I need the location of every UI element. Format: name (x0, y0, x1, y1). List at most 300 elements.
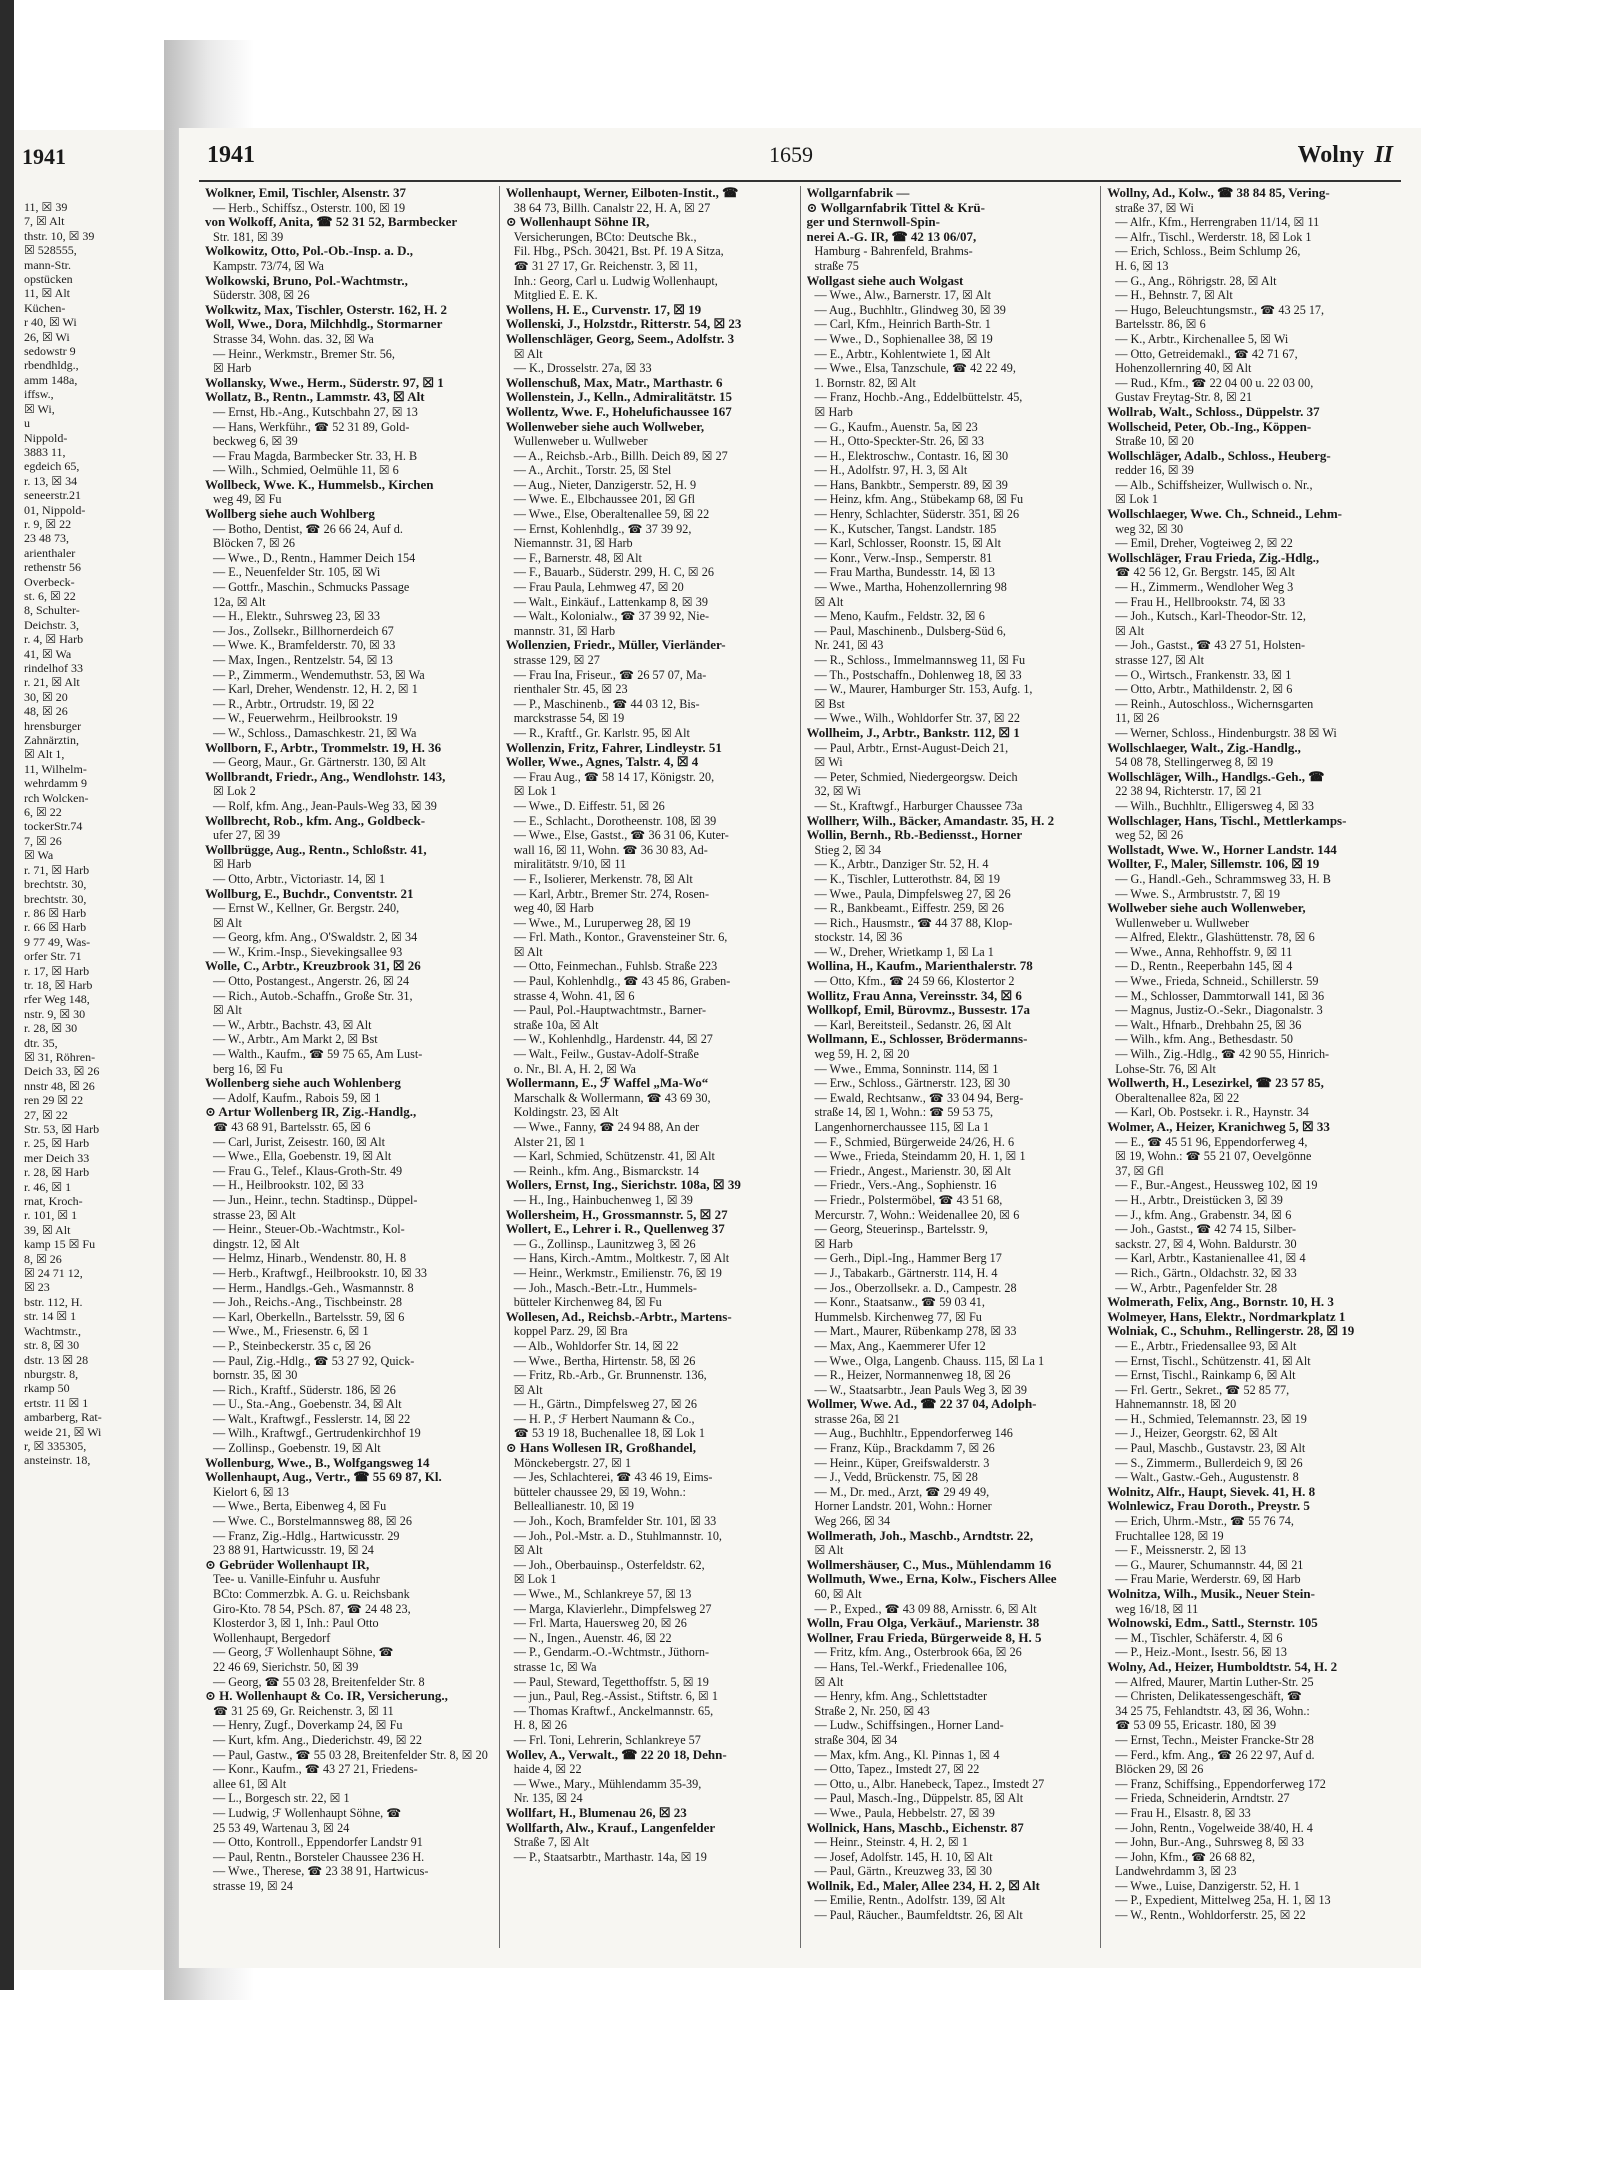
directory-entry: 12a, ☒ Alt (213, 594, 266, 609)
directory-entry: Wollnik, Ed., Maler, Allee 234, H. 2, ☒ Alt (806, 1878, 1040, 1893)
fragment-line: str. 8, ☒ 30 (24, 1338, 80, 1353)
fragment-line: r. 46, ☒ 1 (24, 1179, 72, 1194)
directory-entry: — H., Adolfstr. 97, H. 3, ☒ Alt (814, 463, 968, 478)
directory-entry: — Karl, Arbtr., Kastanienallee 41, ☒ 4 (1115, 1251, 1306, 1266)
fragment-line: ansteinstr. 18, (24, 1453, 91, 1468)
fragment-line: 23 48 73, (24, 531, 69, 546)
directory-entry: — Max, Ang., Kaemmerer Ufer 12 (814, 1338, 986, 1353)
directory-entry: — A., Archit., Torstr. 25, ☒ Stel (513, 463, 672, 478)
directory-entry: dingstr. 12, ☒ Alt (213, 1236, 300, 1251)
directory-entry: bornstr. 35, ☒ 30 (213, 1368, 298, 1383)
fragment-line: r. 9, ☒ 22 (24, 516, 72, 531)
directory-entry: — R., Bankbeamt., Eiffestr. 259, ☒ 26 (814, 901, 1004, 916)
directory-entry: miralitätstr. 9/10, ☒ 11 (513, 857, 627, 872)
fragment-line: ambarberg, Rat- (24, 1410, 102, 1425)
directory-entry: — K., Drosselstr. 27a, ☒ 33 (513, 361, 652, 376)
directory-entry: Wollbeck, Wwe. K., Hummelsb., Kirchen (205, 477, 434, 492)
directory-entry: — Joh., Pol.-Mstr. a. D., Stuhlmannstr. 10, (513, 1528, 722, 1543)
fragment-line: 7, ☒ Alt (24, 214, 65, 229)
column-1 (199, 186, 500, 1948)
directory-entry: — Zollinsp., Goebenstr. 19, ☒ Alt (213, 1441, 381, 1456)
directory-entry: — Herb., Kraftwgf., Heilbrookstr. 10, ☒ 33 (213, 1265, 428, 1280)
directory-entry: — Wwe., Wilh., Wohldorfer Str. 37, ☒ 22 (814, 711, 1020, 726)
fragment-line: egdeich 65, (24, 459, 80, 474)
directory-entry: Versicherungen, BCto: Deutsche Bk., (513, 229, 697, 244)
directory-entry: — Paul, Zig.-Hdlg., ☎ 53 27 92, Quick- (213, 1353, 415, 1368)
fragment-line: Overbeck- (24, 574, 75, 589)
directory-entry: bütteler chaussee 29, ☒ 19, Wohn.: (513, 1484, 686, 1499)
directory-entry: — Wwe., D. Eiffestr. 51, ☒ 26 (513, 798, 665, 813)
directory-entry: — H., Elektroschw., Contastr. 16, ☒ 30 (814, 448, 1009, 463)
directory-entry: — Paul, Steward, Tegetthoffstr. 5, ☒ 19 (513, 1674, 709, 1689)
directory-entry: — Karl, Oberkelln., Bartelsstr. 59, ☒ 6 (213, 1309, 405, 1324)
directory-entry: — Friedr., Vers.-Ang., Sophienstr. 16 (814, 1178, 997, 1193)
directory-entry: — Mart., Maurer, Rübenkamp 278, ☒ 33 (814, 1324, 1017, 1339)
directory-entry: Wollstadt, Wwe. W., Horner Landstr. 144 (1107, 842, 1337, 857)
directory-entry: — Heinr., Werkmstr., Bremer Str. 56, (213, 346, 395, 361)
previous-page-year: 1941 (22, 144, 66, 169)
directory-entry: Horner Landstr. 201, Wohn.: Horner (814, 1499, 992, 1514)
directory-entry: o. Nr., Bl. A, H. 2, ☒ Wa (513, 1061, 636, 1076)
fragment-line: Str. 53, ☒ Harb (24, 1122, 100, 1136)
directory-entry: ☒ Alt (513, 1382, 543, 1397)
directory-entry: straße 75 (814, 258, 859, 273)
directory-entry: Wolniak, C., Schuhm., Rellingerstr. 28, ☒ 19 (1107, 1324, 1355, 1339)
directory-entry: — Konr., Verw.-Insp., Semperstr. 81 (814, 550, 993, 565)
directory-entry: Strasse 34, Wohn. das. 32, ☒ Wa (213, 331, 374, 346)
header-year: 1941 (207, 142, 255, 168)
fragment-line: 30, ☒ 20 (24, 689, 68, 704)
directory-entry: 23 88 91, Hartwicusstr. 19, ☒ 24 (213, 1543, 374, 1558)
directory-entry: — Heinr., Küper, Greifswalderstr. 3 (814, 1455, 990, 1470)
column-4 (1101, 186, 1401, 1948)
directory-entry: — Paul, Rentn., Borsteler Chaussee 236 H. (213, 1849, 425, 1864)
directory-entry: — John, Kfm., ☎ 26 68 82, (1115, 1849, 1256, 1864)
directory-entry: — E., Schlacht., Dorotheenstr. 108, ☒ 39 (513, 813, 717, 828)
directory-entry: — Reinh., kfm. Ang., Bismarckstr. 14 (513, 1163, 699, 1178)
directory-entry: 11, ☒ 26 (1115, 711, 1160, 726)
directory-entry: — Wwe., M., Luruperweg 28, ☒ 19 (513, 915, 691, 930)
directory-entry: Wollrab, Walt., Schloss., Düppelstr. 37 (1107, 404, 1320, 419)
directory-entry: — P., Exped., ☎ 43 09 88, Arnisstr. 6, ☒ Alt (814, 1601, 1037, 1616)
fragment-line: r. 101, ☒ 1 (24, 1208, 78, 1223)
fragment-line: r. 21, ☒ Alt (24, 675, 80, 690)
directory-entry: — W., Arbtr., Bachstr. 43, ☒ Alt (213, 1017, 372, 1032)
fragment-line: ☒ 23 (24, 1280, 50, 1295)
directory-entry: straße 14, ☒ 1, Wohn.: ☎ 59 53 75, (814, 1105, 994, 1120)
directory-entry: ☒ Alt (513, 944, 543, 959)
directory-entry: — Franz, Küp., Brackdamm 7, ☒ 26 (814, 1441, 995, 1456)
fragment-line: 48, ☒ 26 (24, 704, 68, 719)
directory-entry: Woll, Wwe., Dora, Milchhdlg., Stormarner (205, 317, 443, 332)
fragment-line: ☒ 31, Röhren- (24, 1049, 96, 1064)
directory-entry: — Franz, Zig.-Hdlg., Hartwicusstr. 29 (213, 1528, 400, 1543)
directory-entry: Wollesen, Ad., Reichsb.-Arbtr., Martens- (505, 1309, 732, 1324)
directory-entry: — M., Dr. med., Arzt, ☎ 29 49 49, (814, 1484, 990, 1499)
directory-entry: Wollenburg, Wwe., B., Wolfgangsweg 14 (205, 1455, 430, 1470)
directory-entry: — Alfr., Kfm., Herrengraben 11/14, ☒ 11 (1115, 215, 1320, 230)
directory-entry: Wollitz, Frau Anna, Vereinsstr. 34, ☒ 6 (806, 988, 1022, 1003)
directory-entry: — Thomas Kraftwf., Anckelmannstr. 65, (513, 1703, 714, 1718)
directory-entry: — H., Arbtr., Dreistücken 3, ☒ 39 (1115, 1192, 1283, 1207)
directory-entry: Wollenweber siehe auch Wollweber, (505, 419, 705, 434)
directory-entry: Wolnowski, Edm., Sattl., Sternstr. 105 (1107, 1616, 1318, 1631)
directory-entry: Hahnemannstr. 18, ☒ 20 (1115, 1397, 1237, 1412)
directory-entry: Wollenzien, Friedr., Müller, Vierländer- (505, 638, 726, 653)
directory-entry: — H., Heilbrookstr. 102, ☒ 33 (213, 1178, 364, 1193)
directory-entry: — Rich., Autob.-Schaffn., Große Str. 31, (213, 988, 413, 1003)
directory-entry: — K., Arbtr., Danziger Str. 52, H. 4 (814, 857, 989, 872)
fragment-line: 8, Schulter- (24, 603, 80, 618)
directory-entry: — Ludwig, ℱ Wollenhaupt Söhne, ☎ (213, 1805, 402, 1820)
directory-entry: 37, ☒ Gfl (1115, 1163, 1164, 1178)
directory-entry: — Heinr., Werkmstr., Emilienstr. 76, ☒ 19 (513, 1265, 722, 1280)
directory-entry: — Franz, Schiffsing., Eppendorferweg 172 (1115, 1776, 1326, 1791)
directory-entry: — Rich., Hausmstr., ☎ 44 37 88, Klop- (814, 915, 1013, 930)
directory-entry: ☒ Lok 2 (213, 784, 256, 799)
directory-entry: Niemannstr. 31, ☒ Harb (513, 536, 633, 551)
directory-entry: BCto: Commerzbk. A. G. u. Reichsbank (213, 1587, 410, 1601)
directory-entry: — Frieda, Schneiderin, Arndtstr. 27 (1115, 1791, 1290, 1806)
directory-entry: Wollermann, E., ℱ Waffel „Ma-Wo“ (505, 1076, 709, 1091)
directory-entry: — W., Arbtr., Pagenfelder Str. 28 (1115, 1280, 1278, 1295)
directory-entry: Blöcken 7, ☒ 26 (213, 536, 296, 551)
directory-entry: — Josef, Adolfstr. 145, H. 10, ☒ Alt (814, 1849, 993, 1864)
directory-entry: — Paul, Maschinenb., Dulsberg-Süd 6, (814, 623, 1006, 638)
directory-entry: — F., Bauarb., Süderstr. 299, H. C, ☒ 26 (513, 565, 714, 580)
directory-entry: — Karl, Ob. Postsekr. i. R., Haynstr. 34 (1115, 1105, 1309, 1120)
directory-entry: — W., Maurer, Hamburger Str. 153, Aufg. 1, (814, 682, 1033, 697)
directory-entry: — Otto, Getreidemakl., ☎ 42 71 67, (1115, 346, 1298, 361)
directory-entry: — Paul, Kohlenhdlg., ☎ 43 45 86, Graben- (513, 974, 731, 989)
directory-entry: Lohse-Str. 76, ☒ Alt (1115, 1061, 1216, 1076)
directory-entry: — Hans, Werkführ., ☎ 52 31 89, Gold- (213, 419, 410, 434)
fragment-line: opstücken (24, 272, 73, 287)
directory-entry: — Ewald, Rechtsanw., ☎ 33 04 94, Berg- (814, 1090, 1024, 1105)
directory-entry: — H., Behnstr. 7, ☒ Alt (1115, 288, 1233, 303)
directory-entry: — Heinr., Steuer-Ob.-Wachtmstr., Kol- (213, 1222, 405, 1237)
directory-entry: 1. Bornstr. 82, ☒ Alt (814, 375, 916, 390)
fragment-line: rethenstr 56 (24, 560, 81, 575)
directory-entry: — Otto, Tapez., Imstedt 27, ☒ 22 (814, 1762, 980, 1777)
directory-entry: — Kurt, kfm. Ang., Diederichstr. 49, ☒ 22 (213, 1732, 422, 1747)
directory-entry: — Georg, kfm. Ang., O'Swaldstr. 2, ☒ 34 (213, 930, 418, 945)
directory-entry: Wolmerath, Felix, Ang., Bornstr. 10, H. 3 (1107, 1295, 1334, 1310)
directory-entry: mannstr. 31, ☒ Harb (513, 623, 616, 638)
fragment-line: ☒ Wi, (24, 401, 55, 416)
directory-entry: ☒ Alt (814, 1674, 844, 1689)
column-2 (500, 186, 801, 1948)
directory-entry: Süderstr. 308, ☒ 26 (213, 288, 310, 303)
directory-page (178, 128, 1421, 1968)
directory-entry: beckweg 6, ☒ 39 (213, 434, 298, 449)
fragment-line: r. 86 ☒ Harb (24, 905, 87, 920)
fragment-line: r. 66 ☒ Harb (24, 920, 87, 935)
directory-entry: — Joh., Oberbauinsp., Osterfeldstr. 62, (513, 1557, 705, 1572)
fragment-line: 3883 11, (24, 444, 66, 459)
directory-entry: — Jes, Schlachterei, ☎ 43 46 19, Eims- (513, 1470, 713, 1485)
directory-entry: — Walt., Hfnarb., Drehbahn 25, ☒ 36 (1115, 1017, 1302, 1032)
directory-entry: — Peter, Schmied, Niedergeorgsw. Deich (814, 769, 1018, 784)
directory-entry: Wolnitz, Alfr., Haupt, Sievek. 41, H. 8 (1107, 1484, 1316, 1499)
directory-entry: — Wwe., Paula, Dimpfelsweg 27, ☒ 26 (814, 886, 1011, 901)
directory-entry: Wollter, F., Maler, Sillemstr. 106, ☒ 19 (1107, 857, 1320, 872)
directory-entry: Alster 21, ☒ 1 (513, 1134, 585, 1149)
fragment-line: Nippold- (24, 430, 68, 445)
directory-entry: — Ernst, Kohlenhdlg., ☎ 37 39 92, (513, 521, 692, 536)
directory-entry: — Hans, Bankbtr., Semperstr. 89, ☒ 39 (814, 477, 1008, 492)
fragment-line: r. 28, ☒ Harb (24, 1165, 90, 1180)
directory-entry: — Henry, Zugf., Doverkamp 24, ☒ Fu (213, 1718, 403, 1733)
directory-entry: Wollbrecht, Rob., kfm. Ang., Goldbeck- (205, 813, 426, 828)
directory-entry: — Heinz, kfm. Ang., Stübekamp 68, ☒ Fu (814, 492, 1024, 507)
directory-entry: — D., Rentn., Reeperbahn 145, ☒ 4 (1115, 959, 1293, 974)
directory-entry: Kielort 6, ☒ 13 (213, 1484, 289, 1499)
directory-entry: — Th., Postschaffn., Dohlenweg 18, ☒ 33 (814, 667, 1022, 682)
fragment-line: wehrdamm 9 (24, 776, 87, 791)
directory-entry: — Henry, Schlachter, Süderstr. 351, ☒ 26 (814, 507, 1020, 522)
directory-entry: ☒ Lok 1 (513, 1572, 557, 1587)
directory-entry: — F., Meissnerstr. 2, ☒ 13 (1115, 1543, 1247, 1558)
directory-entry: Wollatz, B., Rentn., Lammstr. 43, ☒ Alt (205, 390, 425, 405)
directory-entry: — Wwe., Frieda, Schneid., Schillerstr. 59 (1115, 974, 1319, 989)
directory-entry: Wollenhaupt, Werner, Eilboten-Instit., ☎ (505, 186, 739, 200)
directory-entry: — J., Vedd, Brückenstr. 75, ☒ 28 (814, 1470, 978, 1485)
fragment-line: 01, Nippold- (24, 502, 86, 517)
fragment-line: tr. 18, ☒ Harb (24, 977, 93, 992)
directory-entry: Kampstr. 73/74, ☒ Wa (213, 258, 324, 273)
directory-entry: ☎ 31 25 69, Gr. Reichenstr. 3, ☒ 11 (213, 1703, 394, 1718)
directory-entry: 34 25 75, Fehlandtstr. 43, ☒ 36, Wohn.: (1115, 1703, 1310, 1718)
fragment-line: r. 28, ☒ 30 (24, 1021, 78, 1036)
directory-entry: — Carl, Kfm., Heinrich Barth-Str. 1 (814, 317, 991, 332)
directory-entry: — Aug., Buchhltr., Eppendorferweg 146 (814, 1426, 1013, 1441)
directory-entry: — F., Bur.-Angest., Heussweg 102, ☒ 19 (1115, 1178, 1318, 1193)
directory-entry: Wollwerth, H., Lesezirkel, ☎ 23 57 85, (1107, 1076, 1324, 1091)
directory-entry: — G., Zollinsp., Launitzweg 3, ☒ 26 (513, 1236, 696, 1251)
directory-entry: Fil. Hbg., PSch. 30421, Bst. Pf. 19 A Sitza, (513, 244, 724, 259)
directory-entry: — Frau H., Hellbrookstr. 74, ☒ 33 (1115, 594, 1286, 609)
directory-entry: — Wwe., Mary., Mühlendamm 35-39, (513, 1776, 702, 1791)
directory-entry: — R., Kraftf., Gr. Karlstr. 95, ☒ Alt (513, 725, 690, 740)
page-header (179, 128, 1421, 176)
directory-entry: — M., Tischler, Schäferstr. 4, ☒ 6 (1115, 1630, 1283, 1645)
directory-entry: Wollbrügge, Aug., Rentn., Schloßstr. 41, (205, 842, 427, 857)
directory-entry: — J., kfm. Ang., Grabenstr. 34, ☒ 6 (1115, 1207, 1292, 1222)
directory-entry: — Ernst W., Kellner, Gr. Bergstr. 240, (213, 901, 400, 916)
directory-entry: straße 10a, ☒ Alt (513, 1017, 599, 1032)
directory-entry: Wollscheid, Peter, Ob.-Ing., Köppen- (1107, 419, 1312, 434)
directory-entry: — Reinh., Autoschloss., Wichernsgarten (1115, 696, 1314, 711)
fragment-line: orfer Str. 71 (24, 949, 82, 964)
directory-entry: Wollert, E., Lehrer i. R., Quellenweg 37 (505, 1222, 725, 1237)
directory-entry: Belleallianestr. 10, ☒ 19 (513, 1499, 634, 1514)
directory-entry: Wollborn, F., Arbtr., Trommelstr. 19, H. 36 (205, 740, 442, 755)
fragment-line: 9 77 49, Was- (24, 934, 91, 949)
directory-entry: — Frau Paula, Lehmweg 47, ☒ 20 (513, 580, 684, 595)
directory-entry: Nr. 135, ☒ 24 (513, 1791, 583, 1806)
directory-entry: Wollberg siehe auch Wohlberg (205, 507, 375, 522)
directory-entry: — P., Expedient, Mittelweg 25a, H. 1, ☒ 13 (1115, 1893, 1331, 1908)
directory-entry: — jun., Paul, Reg.-Assist., Stiftstr. 6, ☒ 1 (513, 1689, 718, 1704)
directory-entry: — Werner, Schloss., Hindenburgstr. 38 ☒ Wi (1115, 725, 1337, 740)
directory-entry: Hamburg - Bahrenfeld, Brahms- (814, 244, 973, 259)
fragment-line: brechtstr. 30, (24, 877, 87, 892)
directory-entry: Wollenschläger, Georg, Seem., Adolfstr. 3 (505, 331, 735, 346)
fragment-line: iffsw., (24, 387, 54, 402)
directory-entry: — Erich, Schloss., Beim Schlump 26, (1115, 244, 1301, 259)
directory-entry: — Alb., Schiffsheizer, Wullwisch o. Nr., (1115, 477, 1313, 492)
directory-entry: — Georg, ☎ 55 03 28, Breitenfelder Str. 8 (213, 1674, 425, 1689)
directory-entry: — Ferd., kfm. Ang., ☎ 26 22 97, Auf d. (1115, 1747, 1315, 1762)
directory-entry: ☒ Harb (814, 404, 853, 419)
fragment-line: amm 148a, (24, 372, 78, 387)
fragment-line: 11, ☒ 39 (24, 200, 68, 214)
fragment-line: ☒ Alt 1, (24, 747, 65, 762)
directory-entry: — H., Ing., Hainbuchenweg 1, ☒ 39 (513, 1192, 693, 1207)
directory-entry: Wolkwitz, Max, Tischler, Osterstr. 162, H. 2 (205, 302, 447, 317)
directory-entry: ger und Sternwoll-Spin- (806, 215, 940, 230)
directory-entry: 60, ☒ Alt (814, 1587, 862, 1601)
fragment-line: Wachtmstr., (24, 1323, 82, 1338)
directory-entry: straße 37, ☒ Wi (1115, 200, 1194, 215)
directory-entry: ☎ 53 09 55, Ericastr. 180, ☒ 39 (1115, 1718, 1277, 1733)
directory-entry: Marschalk & Wollermann, ☎ 43 69 30, (513, 1090, 711, 1105)
directory-entry: — Hans, Tel.-Werkf., Friedenallee 106, (814, 1659, 1008, 1674)
directory-entry: — Carl, Jurist, Zeisestr. 160, ☒ Alt (213, 1134, 386, 1149)
directory-entry: ⊙ Gebrüder Wollenhaupt IR, (205, 1557, 370, 1572)
directory-entry: — Wwe. K., Bramfelderstr. 70, ☒ 33 (213, 638, 396, 653)
directory-entry: — P., Heiz.-Mont., Isestr. 56, ☒ 13 (1115, 1645, 1287, 1660)
directory-entry: — Walt., Gastw.-Geh., Augustenstr. 8 (1115, 1470, 1299, 1485)
fragment-line: Deichstr. 3, (24, 617, 79, 632)
directory-entry: Mönckebergstr. 27, ☒ 1 (513, 1455, 632, 1470)
directory-entry: — Walth., Kaufm., ☎ 59 75 65, Am Lust- (213, 1047, 423, 1062)
directory-entry: — E., ☎ 45 51 96, Eppendorferweg 4, (1115, 1134, 1308, 1149)
directory-entry: — Wwe., M., Friesenstr. 6, ☒ 1 (213, 1324, 369, 1339)
directory-entry: Wollenstein, J., Kelln., Admiralitätstr. 15 (505, 390, 733, 405)
directory-entry: — Ernst, Tischl., Rainkamp 6, ☒ Alt (1115, 1368, 1296, 1383)
fragment-line: r. 71, ☒ Harb (24, 862, 90, 877)
directory-entry: — Magnus, Justiz-O.-Sekr., Diagonalstr. 3 (1115, 1003, 1323, 1018)
directory-entry: — Wilh., Buchhltr., Elligersweg 4, ☒ 33 (1115, 798, 1315, 813)
header-name: Wolny (1297, 142, 1365, 168)
fragment-line: 27, ☒ 22 (24, 1107, 68, 1122)
directory-entry: Wollmerath, Joh., Maschb., Arndtstr. 22, (806, 1528, 1034, 1543)
directory-entry: Straße 10, ☒ 20 (1115, 434, 1194, 449)
directory-entry: — Ernst, Hb.-Ang., Kutschbahn 27, ☒ 13 (213, 404, 418, 419)
directory-entry: — Emilie, Rentn., Adolfstr. 139, ☒ Alt (814, 1893, 1006, 1908)
directory-entry: — Karl, Schlosser, Roonstr. 15, ☒ Alt (814, 536, 1001, 551)
directory-entry: — Georg, ℱ Wollenhaupt Söhne, ☎ (213, 1645, 394, 1660)
header-roman: II (1374, 142, 1393, 168)
directory-entry: 22 38 94, Richterstr. 17, ☒ 21 (1115, 784, 1262, 799)
directory-entry: 54 08 78, Stellingerweg 8, ☒ 19 (1115, 755, 1274, 770)
directory-entry: ☒ Alt (213, 1003, 242, 1018)
directory-entry: strasse 23, ☒ Alt (213, 1207, 296, 1222)
directory-entry: — H., Zimmerm., Wendloher Weg 3 (1115, 580, 1294, 595)
directory-entry: weg 40, ☒ Harb (513, 901, 594, 916)
directory-entry: — Wwe., D., Sophienallee 38, ☒ 19 (814, 331, 993, 346)
directory-entry: weg 59, H. 2, ☒ 20 (814, 1047, 910, 1062)
directory-entry: marckstrasse 54, ☒ 19 (513, 711, 625, 726)
fragment-line: ren 29 ☒ 22 (24, 1093, 84, 1108)
directory-entry: Wollenhaupt, Aug., Vertr., ☎ 55 69 87, Kl. (205, 1470, 442, 1485)
directory-entry: — Otto, Kfm., ☎ 24 59 66, Klostertor 2 (814, 974, 1015, 989)
directory-entry: ☒ Alt (513, 1543, 543, 1558)
fragment-line: 11, ☒ Alt (24, 286, 70, 301)
directory-entry: ⊙ Wollenhaupt Söhne IR, (505, 215, 650, 230)
directory-entry: — John, Rentn., Vogelweide 38/40, H. 4 (1115, 1820, 1313, 1835)
directory-entry: — K., Arbtr., Kirchenallee 5, ☒ Wi (1115, 331, 1289, 346)
directory-entry: — Paul, Arbtr., Ernst-August-Deich 21, (814, 740, 1009, 755)
directory-entry: Wollenski, J., Holzstdr., Ritterstr. 54, ☒ 23 (505, 317, 742, 332)
fragment-line: 41, ☒ Wa (24, 646, 72, 661)
directory-entry: — Erich, Uhrm.-Mstr., ☎ 55 76 74, (1115, 1514, 1294, 1529)
directory-entry: — Joh., Gastst., ☎ 43 27 51, Holsten- (1115, 638, 1306, 653)
directory-entry: — Max, kfm. Ang., Kl. Pinnas 1, ☒ 4 (814, 1747, 1000, 1762)
directory-entry: — Frau Marie, Werderstr. 69, ☒ Harb (1115, 1572, 1301, 1587)
directory-entry: weg 32, ☒ 30 (1115, 521, 1184, 536)
directory-entry: H. 8, ☒ 26 (513, 1718, 567, 1733)
directory-entry: — Hugo, Beleuchtungsmstr., ☎ 43 25 17, (1115, 302, 1325, 317)
fragment-line: hrensburger (24, 718, 82, 733)
fragment-line: Deich 33, ☒ 26 (24, 1064, 100, 1079)
directory-entry: — Georg, Steuerinsp., Bartelsstr. 9, (814, 1222, 988, 1237)
fragment-line: dstr. 13 ☒ 28 (24, 1352, 89, 1367)
directory-entry: — R., Arbtr., Ortrudstr. 19, ☒ 22 (213, 696, 375, 711)
fragment-line: rnat, Kroch- (24, 1194, 83, 1209)
directory-entry: — Rud., Kfm., ☎ 22 04 00 u. 22 03 00, (1115, 375, 1314, 390)
directory-entry: — Wwe., Alw., Barnerstr. 17, ☒ Alt (814, 288, 991, 303)
directory-entry: rienthaler Str. 45, ☒ 23 (513, 682, 628, 697)
directory-entry: Woller, Wwe., Agnes, Talstr. 4, ☒ 4 (505, 755, 699, 770)
directory-entry: — Max, Ingen., Rentzelstr. 54, ☒ 13 (213, 653, 393, 667)
directory-entry: redder 16, ☒ 39 (1115, 463, 1194, 478)
directory-entry: — W., Krim.-Insp., Sievekingsallee 93 (213, 944, 403, 959)
directory-entry: ☒ Alt (213, 915, 242, 930)
directory-entry: — M., Schlosser, Dammtorwall 141, ☒ 36 (1115, 988, 1325, 1003)
fragment-line: Küchen- (24, 300, 66, 315)
directory-entry: ⊙ Wollgarnfabrik Tittel & Krü- (806, 200, 985, 215)
directory-entry: Hummelsb. Kirchenweg 77, ☒ Fu (814, 1309, 982, 1324)
directory-entry: Wolkowski, Bruno, Pol.-Wachtmstr., (205, 273, 408, 288)
directory-entry: — Adolf, Kaufm., Rabois 59, ☒ 1 (213, 1090, 381, 1105)
fragment-line: rindelhof 33 (24, 661, 83, 675)
directory-entry: — Paul, Räucher., Baumfeldtstr. 26, ☒ Alt (814, 1908, 1023, 1923)
directory-entry: Wollansky, Wwe., Herm., Süderstr. 97, ☒ 1 (205, 375, 444, 390)
directory-entry: — Frau Martha, Bundesstr. 14, ☒ 13 (814, 565, 996, 580)
directory-entry: — Paul, Pol.-Hauptwachtmstr., Barner- (513, 1003, 707, 1018)
directory-entry: Wolkowitz, Otto, Pol.-Ob.-Insp. a. D., (205, 244, 414, 259)
directory-entry: weg 16/18, ☒ 11 (1115, 1601, 1199, 1616)
directory-entry: Wollev, A., Verwalt., ☎ 22 20 18, Dehn- (505, 1747, 727, 1762)
directory-entry: Wollschlaeger, Wwe. Ch., Schneid., Lehm- (1107, 507, 1342, 522)
fragment-line: bstr. 112, H. (24, 1294, 83, 1309)
directory-entry: — H., Gärtn., Dimpfelsweg 27, ☒ 26 (513, 1397, 697, 1412)
directory-entry: Wollnick, Hans, Maschb., Eichenstr. 87 (806, 1820, 1024, 1835)
directory-entry: H. 6, ☒ 13 (1115, 258, 1169, 273)
directory-entry: — H., Otto-Speckter-Str. 26, ☒ 33 (814, 434, 984, 449)
directory-entry: Fruchtallee 128, ☒ 19 (1115, 1528, 1224, 1543)
directory-entry: Wullenweber u. Wullweber (1115, 915, 1250, 930)
page-number: 1659 (769, 142, 813, 167)
directory-entry: von Wolkoff, Anita, ☎ 52 31 52, Barmbecker (205, 215, 458, 230)
fragment-line: r. 4, ☒ Harb (24, 632, 84, 647)
fragment-line: ertstr. 11 ☒ 1 (24, 1395, 89, 1410)
directory-entry: — Wwe., Olga, Langenb. Chauss. 115, ☒ La 1 (814, 1353, 1045, 1368)
directory-entry: ☒ 19, Wohn.: ☎ 55 21 07, Oevelgönne (1115, 1149, 1312, 1164)
